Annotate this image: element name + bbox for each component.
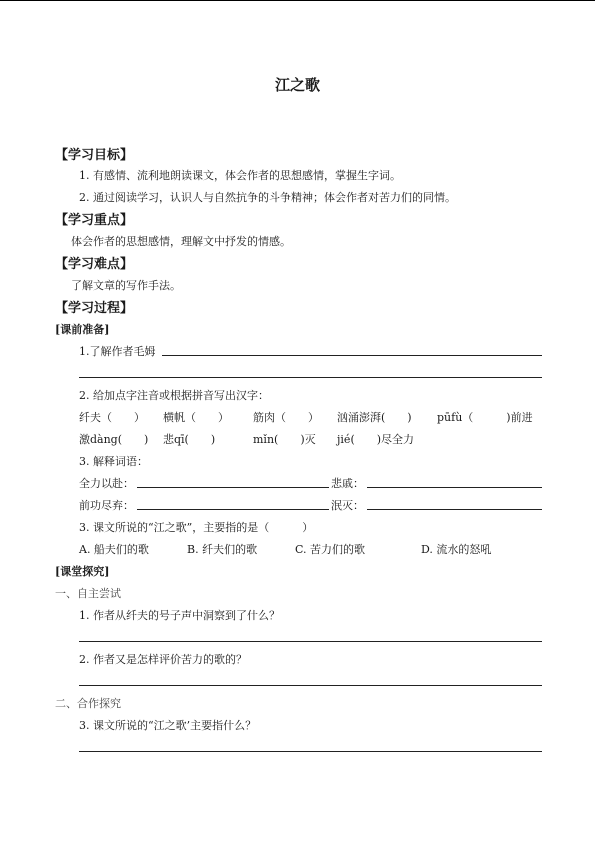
difficulties-text: 了解文章的写作手法。 bbox=[71, 279, 181, 292]
pinyin-item: 激dàng( ) bbox=[79, 433, 149, 446]
answer-line[interactable] bbox=[79, 751, 542, 752]
process-heading: 【学习过程】 bbox=[55, 301, 134, 316]
objectives-heading: 【学习目标】 bbox=[55, 148, 134, 163]
pinyin-item: 悲qī( ) bbox=[163, 433, 216, 446]
pinyin-item: 筋肉（ ） bbox=[253, 411, 319, 424]
choice-option-a[interactable]: A. 船夫们的歌 bbox=[79, 543, 149, 556]
key-points-heading: 【学习重点】 bbox=[55, 213, 134, 228]
answer-line[interactable] bbox=[79, 641, 542, 642]
preparation-heading: [课前准备] bbox=[55, 323, 110, 336]
definition-answer-line[interactable] bbox=[137, 509, 329, 510]
pinyin-item: 汹涌澎湃( ) bbox=[337, 411, 412, 424]
page-title: 江之歌 bbox=[274, 76, 320, 94]
definition-term: 悲戚： bbox=[331, 477, 364, 490]
definition-answer-line[interactable] bbox=[367, 509, 542, 510]
prep-question-choice: 3. 课文所说的“江之歌”，主要指的是（ ） bbox=[79, 521, 314, 534]
prep-question-author: 1.了解作者毛姆 bbox=[79, 345, 156, 358]
objective-item-2: 2. 通过阅读学习，认识人与自然抗争的斗争精神；体会作者对苦力们的同情。 bbox=[79, 191, 456, 204]
answer-line[interactable] bbox=[79, 377, 542, 378]
inquiry-heading: [课堂探究] bbox=[55, 565, 110, 578]
choice-option-d[interactable]: D. 流水的怒吼 bbox=[421, 543, 492, 556]
inquiry-question-1: 1. 作者从纤夫的号子声中洞察到了什么？ bbox=[79, 609, 280, 622]
inquiry-question-3: 3. 课文所说的“江之歌’主要指什么？ bbox=[79, 719, 257, 732]
answer-line[interactable] bbox=[162, 355, 542, 356]
choice-option-c[interactable]: C. 苦力们的歌 bbox=[295, 543, 366, 556]
definition-term: 泯灭： bbox=[331, 499, 364, 512]
self-study-label: 一、自主尝试 bbox=[55, 587, 121, 600]
definition-answer-line[interactable] bbox=[367, 487, 542, 488]
top-border-line bbox=[0, 0, 595, 1]
definition-term: 前功尽弃： bbox=[79, 499, 134, 512]
objective-item-1: 1. 有感情、流利地朗读课文，体会作者的思想感情，掌握生字词。 bbox=[79, 169, 401, 182]
pinyin-item: mǐn( )灭 bbox=[253, 433, 316, 446]
pinyin-item: 纤夫（ ） bbox=[79, 411, 145, 424]
prep-question-definitions: 3. 解释词语： bbox=[79, 455, 148, 468]
pinyin-item: 横帆（ ） bbox=[163, 411, 229, 424]
pinyin-item: pūfù（ )前进 bbox=[437, 411, 533, 424]
pinyin-item: jié( )尽全力 bbox=[337, 433, 415, 446]
prep-question-pinyin: 2. 给加点字注音或根据拼音写出汉字： bbox=[79, 389, 269, 402]
answer-line[interactable] bbox=[79, 685, 542, 686]
cooperation-label: 二、合作探究 bbox=[55, 697, 121, 710]
definition-answer-line[interactable] bbox=[137, 487, 329, 488]
difficulties-heading: 【学习难点】 bbox=[55, 257, 134, 272]
definition-term: 全力以赴： bbox=[79, 477, 134, 490]
key-points-text: 体会作者的思想感情，理解文中抒发的情感。 bbox=[71, 235, 291, 248]
inquiry-question-2: 2. 作者又是怎样评价苦力的歌的？ bbox=[79, 653, 247, 666]
choice-option-b[interactable]: B. 纤夫们的歌 bbox=[187, 543, 258, 556]
